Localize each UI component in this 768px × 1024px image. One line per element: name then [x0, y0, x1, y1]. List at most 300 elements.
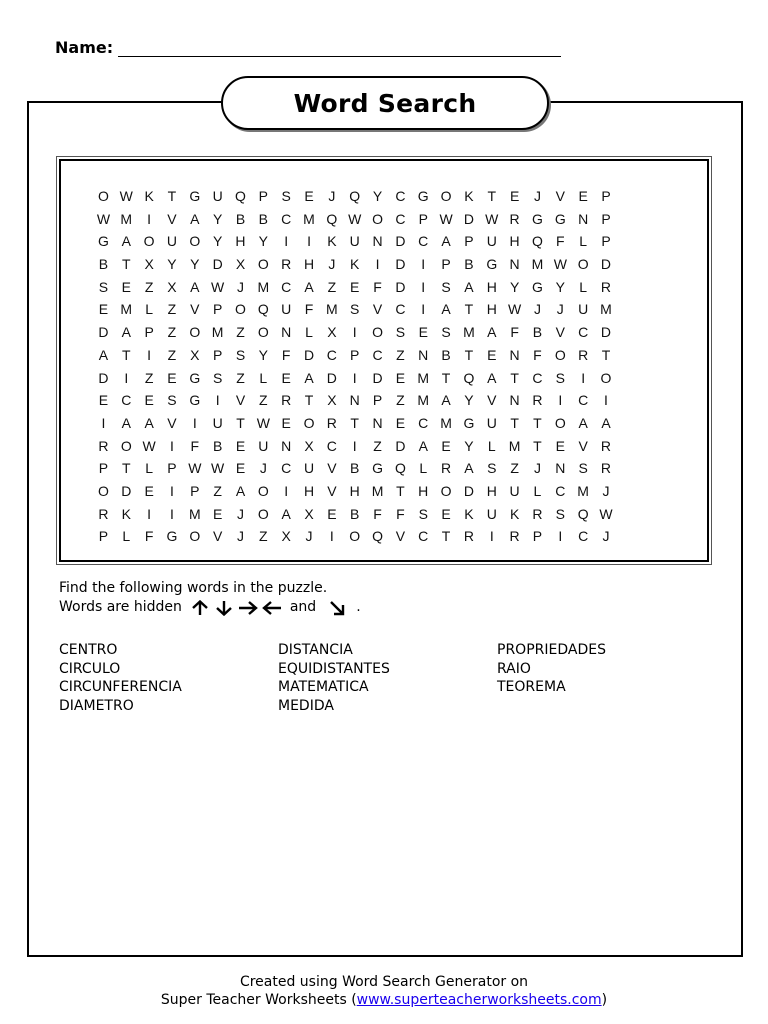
grid-letter: V: [372, 301, 383, 318]
grid-letter: D: [395, 437, 406, 454]
grid-letter: E: [441, 437, 451, 454]
grid-letter: N: [349, 392, 360, 409]
footer-prefix: Super Teacher Worksheets (: [160, 992, 357, 1008]
grid-letter: R: [281, 392, 292, 409]
grid-letter: H: [349, 482, 360, 499]
grid-letter: M: [120, 210, 133, 227]
grid-letter: Z: [259, 528, 268, 545]
grid-letter: A: [121, 414, 131, 431]
grid-letter: T: [121, 460, 131, 477]
grid-letter: S: [395, 324, 406, 341]
grid-letter: L: [579, 278, 588, 295]
grid-letter: O: [257, 256, 269, 273]
grid-row: [92, 525, 617, 548]
grid-letter: O: [554, 346, 566, 363]
grid-letter: A: [98, 346, 109, 363]
grid-letter: Y: [555, 278, 565, 295]
grid-letter: I: [352, 437, 357, 454]
word-list-item: PROPRIEDADES: [497, 642, 606, 658]
grid-row: [92, 412, 617, 435]
grid-letter: J: [236, 505, 244, 522]
grid-letter: I: [307, 233, 311, 250]
grid-letter: E: [281, 414, 291, 431]
grid-letter: R: [600, 460, 612, 477]
instructions: [59, 579, 361, 617]
grid-row: [92, 185, 617, 208]
grid-letter: T: [167, 188, 177, 204]
grid-letter: B: [464, 256, 474, 273]
grid-letter: O: [577, 256, 589, 273]
grid-letter: A: [578, 414, 588, 431]
grid-letter: Q: [394, 460, 406, 477]
grid-letter: M: [577, 482, 589, 499]
grid-row: [92, 321, 617, 344]
letter-grid: [92, 185, 617, 548]
grid-letter: K: [464, 188, 474, 204]
grid-letter: W: [508, 301, 522, 318]
grid-letter: O: [189, 233, 201, 250]
grid-letter: P: [98, 460, 109, 477]
grid-letter: B: [532, 324, 543, 341]
grid-letter: N: [418, 346, 429, 363]
grid-letter: Q: [372, 528, 383, 545]
grid-letter: X: [235, 256, 246, 273]
grid-letter: K: [464, 505, 474, 522]
grid-letter: I: [581, 369, 586, 386]
grid-letter: A: [304, 369, 314, 386]
footer-line2: [0, 991, 768, 1009]
grid-letter: P: [350, 346, 360, 363]
grid-letter: Q: [235, 188, 246, 204]
grid-letter: A: [121, 233, 131, 250]
grid-letter: N: [372, 233, 383, 250]
grid-letter: L: [579, 233, 588, 250]
grid-letter: S: [350, 301, 360, 318]
grid-letter: T: [464, 301, 474, 318]
grid-letter: P: [144, 324, 154, 341]
grid-letter: A: [281, 505, 291, 522]
grid-letter: T: [121, 256, 131, 273]
grid-letter: M: [326, 301, 338, 318]
grid-letter: B: [350, 460, 360, 477]
grid-letter: R: [600, 437, 612, 454]
word-list-column-2: [278, 641, 390, 715]
grid-letter: A: [487, 324, 497, 341]
name-label: Name:: [55, 38, 114, 57]
grid-letter: I: [284, 233, 289, 250]
grid-letter: L: [122, 528, 131, 545]
grid-letter: I: [604, 392, 608, 409]
grid-letter: A: [144, 414, 154, 431]
grid-letter: Q: [326, 210, 338, 227]
grid-letter: O: [235, 301, 246, 318]
grid-letter: G: [554, 210, 566, 227]
grid-letter: Y: [190, 256, 200, 273]
grid-row: [92, 435, 617, 458]
grid-letter: L: [533, 482, 542, 499]
grid-letter: A: [441, 392, 451, 409]
word-list-item: MEDIDA: [278, 697, 334, 714]
grid-letter: C: [326, 346, 337, 363]
grid-letter: R: [532, 392, 543, 409]
grid-row: [92, 298, 617, 321]
grid-letter: G: [189, 369, 201, 386]
grid-letter: N: [509, 346, 520, 363]
grid-letter: F: [510, 324, 519, 341]
grid-letter: W: [439, 210, 453, 227]
grid-letter: W: [211, 278, 225, 295]
grid-letter: E: [395, 369, 406, 386]
grid-letter: X: [327, 392, 337, 409]
grid-letter: R: [509, 528, 520, 545]
grid-letter: U: [212, 188, 223, 204]
grid-letter: I: [170, 482, 174, 499]
grid-letter: T: [533, 437, 542, 454]
grid-letter: R: [326, 414, 337, 431]
grid-letter: P: [212, 346, 223, 363]
grid-letter: S: [578, 460, 588, 477]
grid-letter: G: [166, 528, 178, 545]
grid-letter: L: [305, 324, 313, 341]
grid-letter: U: [486, 505, 497, 522]
grid-letter: V: [167, 210, 177, 227]
grid-letter: O: [257, 505, 269, 522]
grid-letter: T: [510, 369, 519, 386]
grid-letter: D: [326, 369, 337, 386]
grid-letter: O: [440, 482, 452, 499]
grid-letter: K: [144, 188, 154, 204]
grid-letter: C: [418, 233, 429, 250]
grid-letter: R: [509, 210, 520, 227]
grid-letter: F: [396, 505, 405, 522]
grid-letter: E: [144, 392, 154, 409]
grid-letter: F: [373, 505, 382, 522]
grid-letter: B: [350, 505, 360, 522]
grid-letter: A: [304, 278, 314, 295]
grid-letter: V: [167, 414, 177, 431]
grid-letter: Y: [212, 233, 223, 250]
grid-letter: C: [395, 188, 406, 204]
grid-letter: X: [281, 528, 291, 545]
grid-letter: N: [509, 256, 520, 273]
grid-letter: O: [372, 324, 383, 341]
grid-letter: V: [395, 528, 406, 545]
grid-letter: E: [98, 392, 109, 409]
grid-row: [92, 208, 617, 231]
word-list-column-1: [59, 641, 182, 715]
instructions-line1: Find the following words in the puzzle.: [59, 580, 328, 596]
grid-letter: T: [441, 369, 451, 386]
diagonal-down-right-arrow-icon: [327, 600, 349, 616]
grid-letter: H: [486, 278, 497, 295]
grid-letter: E: [235, 460, 246, 477]
grid-letter: J: [328, 256, 336, 273]
grid-letter: J: [556, 301, 564, 318]
grid-letter: J: [533, 188, 541, 204]
footer-link[interactable]: www.superteacherworksheets.com: [356, 992, 602, 1008]
grid-letter: E: [235, 437, 246, 454]
grid-letter: A: [418, 437, 428, 454]
grid-letter: O: [349, 528, 361, 545]
grid-letter: F: [556, 233, 565, 250]
grid-letter: I: [558, 528, 563, 545]
grid-letter: C: [418, 414, 429, 431]
word-list-item: CIRCUNFERENCIA: [59, 679, 182, 695]
grid-row: [92, 230, 617, 253]
grid-row: [92, 367, 617, 390]
grid-letter: X: [167, 278, 177, 295]
grid-letter: I: [215, 392, 220, 409]
grid-letter: E: [212, 505, 223, 522]
grid-letter: B: [98, 256, 109, 273]
grid-letter: N: [509, 392, 520, 409]
grid-letter: R: [281, 256, 292, 273]
grid-letter: G: [463, 414, 475, 431]
grid-letter: P: [418, 210, 428, 227]
grid-letter: H: [235, 233, 246, 250]
grid-row: [92, 276, 617, 299]
grid-letter: F: [144, 528, 154, 545]
grid-letter: L: [145, 301, 153, 318]
grid-letter: S: [418, 505, 428, 522]
word-list-item: CIRCULO: [59, 660, 121, 677]
grid-letter: E: [441, 505, 451, 522]
grid-letter: O: [303, 414, 315, 431]
grid-letter: T: [441, 528, 451, 545]
grid-letter: Y: [167, 256, 177, 273]
grid-letter: U: [258, 437, 269, 454]
word-list-item: DISTANCIA: [278, 642, 353, 658]
grid-letter: M: [257, 278, 270, 295]
grid-letter: V: [235, 392, 246, 409]
grid-letter: E: [327, 505, 337, 522]
grid-letter: T: [510, 414, 519, 431]
word-list-item: TEOREMA: [497, 679, 566, 695]
grid-letter: O: [97, 188, 109, 204]
grid-letter: C: [578, 324, 589, 341]
grid-letter: M: [440, 414, 452, 431]
grid-letter: G: [372, 460, 383, 477]
grid-letter: X: [304, 505, 314, 522]
grid-letter: V: [327, 482, 337, 499]
left-arrow-icon: [261, 600, 283, 616]
grid-letter: G: [189, 188, 201, 204]
grid-letter: A: [464, 278, 474, 295]
grid-letter: Y: [464, 392, 474, 409]
grid-letter: N: [281, 324, 292, 341]
grid-letter: J: [236, 528, 244, 545]
grid-letter: Y: [258, 346, 268, 363]
grid-letter: V: [190, 301, 200, 318]
grid-letter: Z: [167, 301, 177, 318]
grid-letter: H: [509, 233, 520, 250]
word-list-column-3: [497, 641, 606, 697]
grid-letter: J: [602, 482, 610, 499]
grid-letter: Z: [167, 346, 177, 363]
grid-row: [92, 389, 617, 412]
grid-letter: I: [352, 324, 357, 341]
grid-letter: N: [578, 210, 589, 227]
grid-letter: H: [486, 482, 497, 499]
grid-letter: S: [555, 369, 565, 386]
grid-letter: W: [348, 210, 362, 227]
grid-letter: O: [440, 188, 452, 204]
grid-letter: C: [532, 369, 543, 386]
grid-letter: I: [329, 528, 334, 545]
grid-letter: W: [553, 256, 567, 273]
grid-letter: V: [555, 324, 565, 341]
grid-letter: V: [212, 528, 223, 545]
grid-letter: W: [599, 505, 613, 522]
grid-letter: M: [371, 482, 384, 499]
grid-letter: R: [532, 505, 543, 522]
grid-letter: A: [487, 369, 497, 386]
grid-letter: Z: [236, 369, 245, 386]
grid-letter: J: [236, 278, 244, 295]
grid-letter: E: [98, 301, 109, 318]
grid-letter: S: [212, 369, 223, 386]
grid-letter: D: [121, 482, 132, 499]
grid-letter: P: [464, 233, 474, 250]
grid-letter: I: [147, 210, 152, 227]
grid-letter: Z: [213, 482, 222, 499]
grid-letter: M: [417, 369, 430, 386]
grid-letter: K: [327, 233, 337, 250]
grid-letter: S: [441, 278, 451, 295]
grid-letter: F: [304, 301, 314, 318]
grid-letter: I: [352, 369, 357, 386]
grid-letter: T: [350, 414, 359, 431]
grid-letter: Z: [236, 324, 245, 341]
grid-letter: C: [326, 437, 337, 454]
grid-letter: Z: [144, 278, 154, 295]
grid-letter: U: [486, 414, 497, 431]
grid-letter: J: [533, 301, 541, 318]
grid-letter: T: [533, 414, 542, 431]
instructions-prefix: Words are hidden: [59, 599, 182, 615]
grid-letter: A: [441, 233, 451, 250]
grid-letter: I: [489, 528, 494, 545]
grid-letter: P: [258, 188, 268, 204]
grid-letter: P: [601, 233, 611, 250]
page-title: Word Search: [221, 76, 549, 130]
grid-letter: E: [418, 324, 428, 341]
grid-letter: D: [303, 346, 315, 363]
grid-letter: E: [395, 414, 406, 431]
grid-letter: L: [419, 460, 428, 477]
grid-letter: I: [147, 346, 152, 363]
grid-letter: P: [190, 482, 200, 499]
grid-letter: Z: [167, 324, 177, 341]
grid-letter: V: [555, 188, 565, 204]
grid-letter: B: [258, 210, 268, 227]
grid-letter: X: [304, 437, 314, 454]
grid-letter: W: [485, 210, 499, 227]
grid-letter: H: [486, 301, 497, 318]
grid-letter: U: [578, 301, 589, 318]
grid-letter: O: [120, 437, 132, 454]
grid-letter: T: [601, 346, 611, 363]
grid-letter: N: [281, 437, 292, 454]
grid-letter: C: [395, 210, 406, 227]
grid-row: [92, 253, 617, 276]
grid-letter: S: [441, 324, 451, 341]
grid-letter: P: [212, 301, 223, 318]
grid-letter: A: [464, 460, 474, 477]
grid-letter: K: [350, 256, 360, 273]
grid-letter: O: [600, 369, 612, 386]
grid-letter: G: [97, 233, 109, 250]
grid-letter: D: [98, 369, 109, 386]
grid-letter: D: [395, 233, 406, 250]
grid-letter: P: [601, 210, 611, 227]
grid-letter: G: [486, 256, 498, 273]
grid-letter: T: [121, 346, 131, 363]
grid-letter: S: [167, 392, 177, 409]
grid-letter: J: [259, 460, 267, 477]
grid-letter: I: [421, 278, 426, 295]
grid-letter: P: [98, 528, 109, 545]
grid-letter: L: [259, 369, 268, 386]
grid-letter: Z: [259, 392, 268, 409]
instructions-suffix: .: [356, 599, 361, 615]
grid-letter: V: [487, 392, 497, 409]
grid-letter: M: [600, 301, 612, 318]
grid-letter: W: [256, 414, 270, 431]
grid-letter: H: [303, 256, 315, 273]
grid-letter: I: [421, 301, 426, 318]
up-arrow-icon: [189, 600, 211, 616]
grid-letter: E: [304, 188, 314, 204]
grid-letter: Q: [532, 233, 543, 250]
grid-letter: Q: [463, 369, 475, 386]
grid-letter: E: [578, 188, 588, 204]
word-list-item: RAIO: [497, 660, 531, 677]
grid-letter: O: [189, 324, 201, 341]
grid-letter: J: [305, 528, 313, 545]
grid-letter: I: [558, 392, 563, 409]
grid-letter: B: [441, 346, 451, 363]
grid-letter: A: [190, 278, 200, 295]
grid-letter: Y: [372, 188, 383, 204]
grid-letter: F: [373, 278, 382, 295]
grid-letter: P: [532, 528, 543, 545]
grid-letter: R: [441, 460, 452, 477]
grid-letter: M: [120, 301, 133, 318]
grid-letter: Y: [258, 233, 268, 250]
grid-letter: T: [396, 482, 405, 499]
grid-letter: C: [578, 528, 589, 545]
grid-letter: D: [212, 256, 223, 273]
grid-letter: A: [121, 324, 131, 341]
grid-letter: U: [509, 482, 520, 499]
grid-letter: T: [304, 392, 314, 409]
grid-letter: I: [147, 505, 152, 522]
grid-letter: M: [531, 256, 544, 273]
grid-letter: D: [372, 369, 383, 386]
grid-letter: J: [533, 460, 541, 477]
instructions-and: and: [289, 599, 317, 615]
grid-letter: N: [372, 414, 383, 431]
grid-letter: C: [395, 301, 406, 318]
grid-letter: D: [600, 324, 612, 341]
grid-letter: H: [418, 482, 429, 499]
grid-letter: E: [167, 369, 177, 386]
grid-letter: E: [555, 437, 565, 454]
grid-letter: Y: [464, 437, 474, 454]
grid-letter: S: [555, 505, 565, 522]
grid-letter: S: [235, 346, 246, 363]
